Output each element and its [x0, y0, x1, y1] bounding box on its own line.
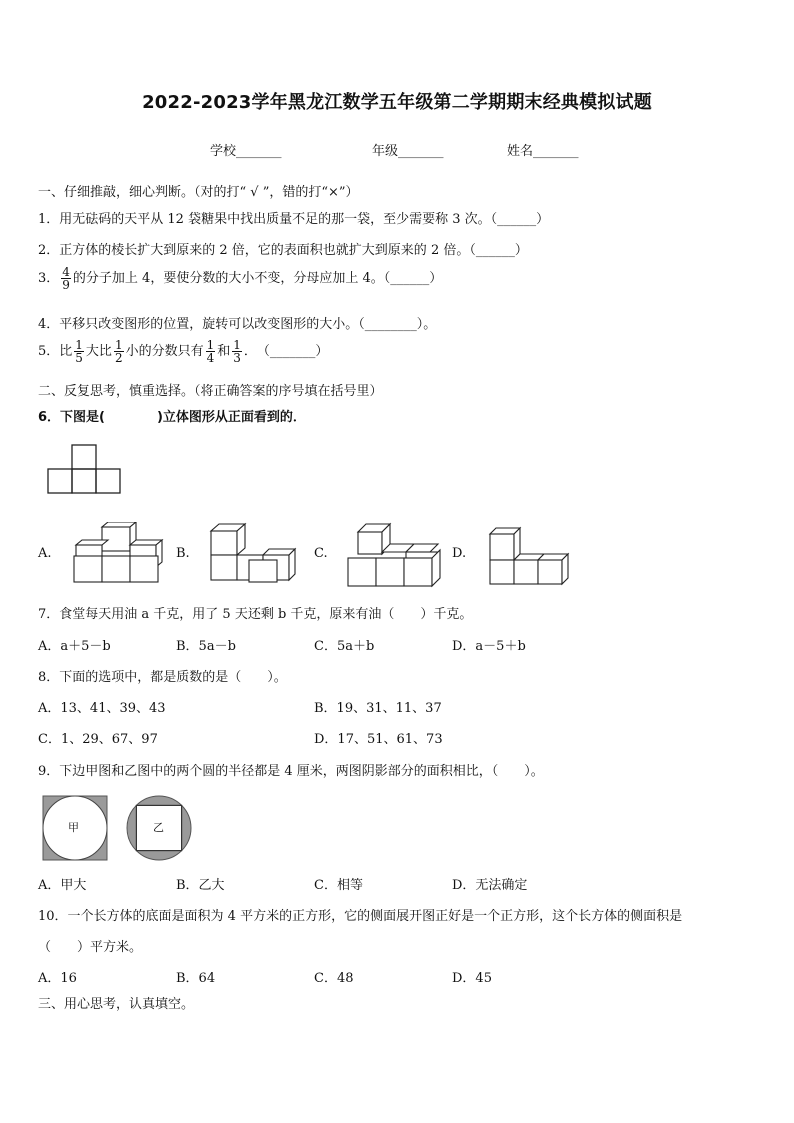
name-blank: _______: [533, 144, 579, 159]
fraction-4-9: $\frac{4}{9}$: [62, 265, 70, 292]
q8-option-b: B．19、31、11、37: [314, 701, 442, 716]
q10-option-c: C．48: [314, 971, 354, 986]
fraction-1-5: $\frac{1}{5}$: [75, 338, 83, 365]
fraction-1-2: $\frac{1}{2}$: [114, 338, 123, 365]
q6-option-a-figure: [70, 522, 165, 584]
question-5: 5．比 $\frac{1}{5}$ 大比 $\frac{1}{2}$ 小的分数只有 $\frac{1}{4}$ 和 $\frac{1}{3}$ ． （_______）: [38, 338, 329, 365]
q8-option-d: D．17、51、61、73: [314, 732, 443, 747]
q10-option-a: A．16: [38, 971, 77, 986]
grade-field: 年级_______: [372, 144, 444, 159]
school-blank: _______: [236, 144, 282, 159]
figure-jia-label: 甲: [68, 821, 79, 834]
q9-option-a: A．甲大: [38, 878, 87, 893]
grade-blank: _______: [398, 144, 444, 159]
question-7: 7．食堂每天用油 a 千克，用了 5 天还剩 b 千克，原来有油（ ）千克。: [38, 607, 473, 622]
q10-option-d: D．45: [452, 971, 492, 986]
q9-option-c: C．相等: [314, 878, 363, 893]
section3-heading: 三、用心思考，认真填空。: [38, 997, 195, 1012]
figure-yi-label: 乙: [153, 821, 164, 834]
q6-option-c-figure: [344, 522, 446, 588]
q6-option-d-figure: [486, 526, 576, 588]
question-3: 3． $\frac{4}{9}$ 的分子加上 4，要使分数的大小不变，分母应加上 4。（______）: [38, 265, 443, 292]
question-9: 9．下边甲图和乙图中的两个圆的半径都是 4 厘米，两图阴影部分的面积相比，（ ）。: [38, 764, 544, 779]
q8-option-a: A．13、41、39、43: [38, 701, 166, 716]
fraction-1-4: $\frac{1}{4}$: [206, 338, 215, 365]
question-4: 4．平移只改变图形的位置，旋转可以改变图形的大小。（________）。: [38, 317, 437, 332]
q10-option-b: B．64: [176, 971, 216, 986]
q6-option-c-label: C.: [314, 546, 328, 561]
q9-option-b: B．乙大: [176, 878, 225, 893]
q7-option-b: B．5a－b: [176, 639, 236, 654]
section2-heading: 二、反复思考，慎重选择。（将正确答案的序号填在括号里）: [38, 384, 383, 399]
question-10-line1: 10．一个长方体的底面是面积为 4 平方米的正方形，它的侧面展开图正好是一个正方形，这个长方体的侧面积是: [38, 909, 683, 924]
question-2: 2．正方体的棱长扩大到原来的 2 倍，它的表面积也就扩大到原来的 2 倍。（______）: [38, 243, 528, 258]
question-1: 1．用无砝码的天平从 12 袋糖果中找出质量不足的那一袋，至少需要称 3 次。（______）: [38, 212, 550, 227]
page-title: 2022-2023学年黑龙江数学五年级第二学期期末经典模拟试题: [142, 92, 652, 113]
q7-option-d: D．a－5＋b: [452, 639, 526, 654]
section1-heading: 一、仔细推敲，细心判断。（对的打“ √ ”，错的打“×”）: [38, 185, 359, 200]
question-6: 6．下图是( )立体图形从正面看到的．: [38, 410, 306, 425]
q8-option-c: C．1、29、67、97: [38, 732, 158, 747]
q9-option-d: D．无法确定: [452, 878, 528, 893]
q6-option-a-label: A.: [38, 546, 52, 561]
front-view-figure: [46, 443, 122, 495]
question-8: 8．下面的选项中，都是质数的是（ ）。: [38, 670, 287, 685]
name-field: 姓名_______: [507, 144, 579, 159]
q6-option-d-label: D.: [452, 546, 467, 561]
fraction-1-3: $\frac{1}{3}$: [233, 338, 241, 365]
school-field: 学校_______: [210, 144, 282, 159]
q7-option-a: A．a＋5－b: [38, 639, 111, 654]
q7-option-c: C．5a＋b: [314, 639, 375, 654]
q6-option-b-figure: [207, 522, 299, 584]
q6-option-b-label: B.: [176, 546, 190, 561]
question-10-line2: （ ）平方米。: [38, 940, 143, 955]
